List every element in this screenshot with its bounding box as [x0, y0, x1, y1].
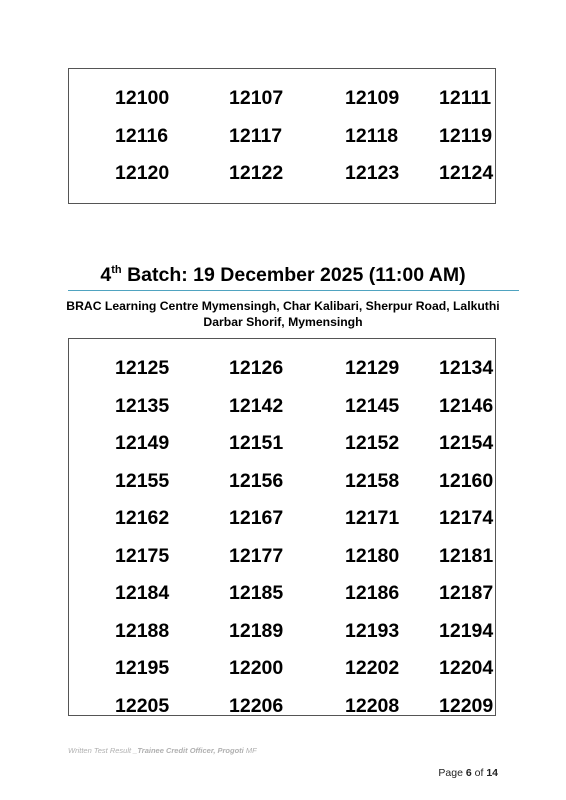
roll-number-cell: 12185 — [229, 582, 284, 604]
table-row — [69, 356, 495, 380]
roll-number-cell: 12134 — [439, 357, 494, 379]
roll-number-cell: 12174 — [439, 507, 494, 529]
roll-number-cell: 12124 — [439, 162, 494, 184]
roll-number-cell: 12111 — [439, 87, 492, 109]
batch4-venue: BRAC Learning Centre Mymensingh, Char Kalibari, Sherpur Road, Lalkuthi Darbar Shorif, Mymensingh — [66, 299, 500, 329]
heading-divider — [68, 290, 519, 291]
roll-number-cell: 12125 — [115, 357, 170, 379]
batch3-roll-table — [68, 68, 496, 204]
roll-number-cell: 12195 — [115, 657, 170, 679]
table-row — [69, 469, 495, 493]
roll-number-cell: 12119 — [439, 124, 493, 147]
roll-number-cell: 12204 — [439, 657, 494, 679]
roll-number-cell: 12142 — [229, 394, 284, 417]
roll-number-cell: 12145 — [345, 394, 400, 417]
footer-title-suffix: MF — [243, 746, 257, 755]
roll-number-cell: 12208 — [345, 694, 400, 717]
footer-title-position: Trainee Credit Officer, Progoti — [137, 746, 244, 755]
table-row — [69, 86, 495, 110]
table-row — [69, 431, 495, 455]
table-row — [69, 544, 495, 568]
page-word: Page — [438, 767, 466, 779]
roll-number-cell: 12117 — [229, 124, 283, 147]
roll-number-cell: 12193 — [345, 619, 400, 642]
roll-number-cell: 12146 — [439, 394, 494, 417]
roll-number-cell: 12188 — [115, 619, 170, 642]
roll-number-cell: 12156 — [229, 469, 284, 492]
roll-number-cell: 12180 — [345, 544, 400, 567]
roll-number-cell: 12152 — [345, 432, 400, 454]
batch4-roll-table — [68, 338, 496, 716]
footer-document-title — [68, 746, 257, 755]
roll-number-cell: 12151 — [229, 432, 284, 454]
roll-number-cell: 12205 — [115, 694, 170, 717]
page-of: of — [471, 767, 487, 779]
roll-number-cell: 12209 — [439, 694, 494, 717]
roll-number-cell: 12158 — [345, 469, 400, 492]
roll-number-cell: 12120 — [115, 162, 170, 184]
roll-number-cell: 12129 — [345, 357, 400, 379]
roll-number-cell: 12181 — [439, 544, 494, 567]
batch4-heading-number: 4 — [100, 264, 112, 286]
roll-number-cell: 12187 — [439, 582, 494, 604]
page-total: 14 — [486, 767, 498, 779]
table-row — [69, 506, 495, 530]
roll-number-cell: 12184 — [115, 582, 170, 604]
table-row — [69, 124, 495, 148]
roll-number-cell: 12155 — [115, 469, 170, 492]
table-row — [69, 656, 495, 680]
roll-number-cell: 12123 — [345, 162, 400, 184]
roll-number-cell: 12107 — [229, 87, 284, 109]
roll-number-cell: 12189 — [229, 619, 284, 642]
page-number — [438, 767, 498, 779]
page-current: 6 — [465, 767, 472, 779]
roll-number-cell: 12162 — [115, 507, 170, 529]
roll-number-cell: 12109 — [345, 87, 400, 109]
batch4-heading-suffix: th — [111, 263, 122, 276]
roll-number-cell: 12118 — [345, 124, 399, 147]
roll-number-cell: 12202 — [345, 657, 400, 679]
batch4-heading — [0, 263, 566, 287]
table-row — [69, 619, 495, 643]
roll-number-cell: 12149 — [115, 432, 170, 454]
table-row — [69, 694, 495, 718]
roll-number-cell: 12177 — [229, 544, 284, 567]
roll-number-cell: 12186 — [345, 582, 400, 604]
roll-number-cell: 12171 — [345, 507, 400, 529]
roll-number-cell: 12206 — [229, 694, 284, 717]
table-row — [69, 161, 495, 185]
roll-number-cell: 12167 — [229, 507, 284, 529]
roll-number-cell: 12135 — [115, 394, 170, 417]
table-row — [69, 394, 495, 418]
roll-number-cell: 12160 — [439, 469, 494, 492]
table-row — [69, 581, 495, 605]
footer-title-prefix: Written Test Result _ — [68, 746, 138, 755]
roll-number-cell: 12154 — [439, 432, 494, 454]
roll-number-cell: 12194 — [439, 619, 494, 642]
roll-number-cell: 12100 — [115, 87, 170, 109]
batch4-heading-text: Batch: 19 December 2025 (11:00 AM) — [121, 264, 466, 286]
roll-number-cell: 12122 — [229, 162, 284, 184]
roll-number-cell: 12116 — [115, 124, 169, 147]
roll-number-cell: 12200 — [229, 657, 284, 679]
roll-number-cell: 12126 — [229, 357, 284, 379]
roll-number-cell: 12175 — [115, 544, 170, 567]
